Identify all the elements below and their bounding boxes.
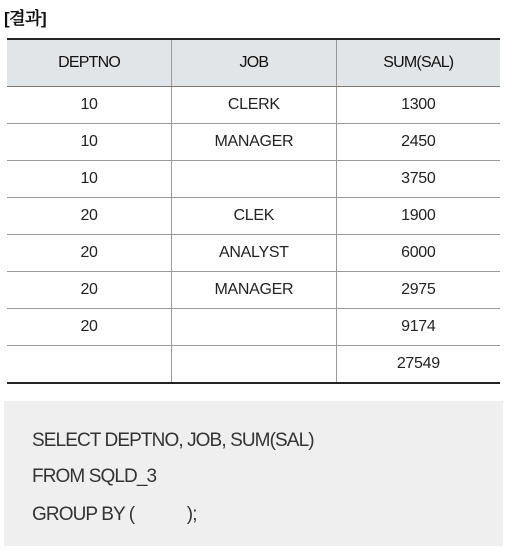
cell-deptno: 10 [7,161,172,198]
sql-line-group-by: GROUP BY ( ); [32,504,197,525]
cell-sum-sal: 6000 [336,235,500,272]
sql-line-from: FROM SQLD_3 [32,466,157,487]
cell-job: MANAGER [172,124,337,161]
cell-deptno [7,346,172,384]
table-row [7,272,500,309]
table-row [7,161,500,198]
cell-sum-sal: 3750 [336,161,500,198]
result-table [7,38,500,384]
sql-query-box [4,401,503,546]
cell-deptno: 10 [7,124,172,161]
table-header-row [7,39,500,87]
result-heading: [결과] [4,9,47,28]
cell-deptno: 20 [7,309,172,346]
cell-job: MANAGER [172,272,337,309]
cell-sum-sal: 9174 [336,309,500,346]
cell-job: ANALYST [172,235,337,272]
cell-sum-sal: 27549 [336,346,500,384]
cell-sum-sal: 2450 [336,124,500,161]
cell-deptno: 20 [7,235,172,272]
cell-sum-sal: 1900 [336,198,500,235]
table-row [7,198,500,235]
table-row [7,87,500,124]
table-row [7,124,500,161]
cell-deptno: 20 [7,272,172,309]
cell-job [172,161,337,198]
cell-deptno: 20 [7,198,172,235]
cell-sum-sal: 2975 [336,272,500,309]
table-row [7,346,500,384]
cell-job [172,309,337,346]
table-row [7,235,500,272]
cell-job [172,346,337,384]
cell-sum-sal: 1300 [336,87,500,124]
cell-job: CLEK [172,198,337,235]
header-job: JOB [172,39,337,87]
cell-deptno: 10 [7,87,172,124]
header-sum-sal: SUM(SAL) [336,39,500,87]
cell-job: CLERK [172,87,337,124]
header-deptno: DEPTNO [7,39,172,87]
sql-line-select: SELECT DEPTNO, JOB, SUM(SAL) [32,430,314,451]
table-row [7,309,500,346]
